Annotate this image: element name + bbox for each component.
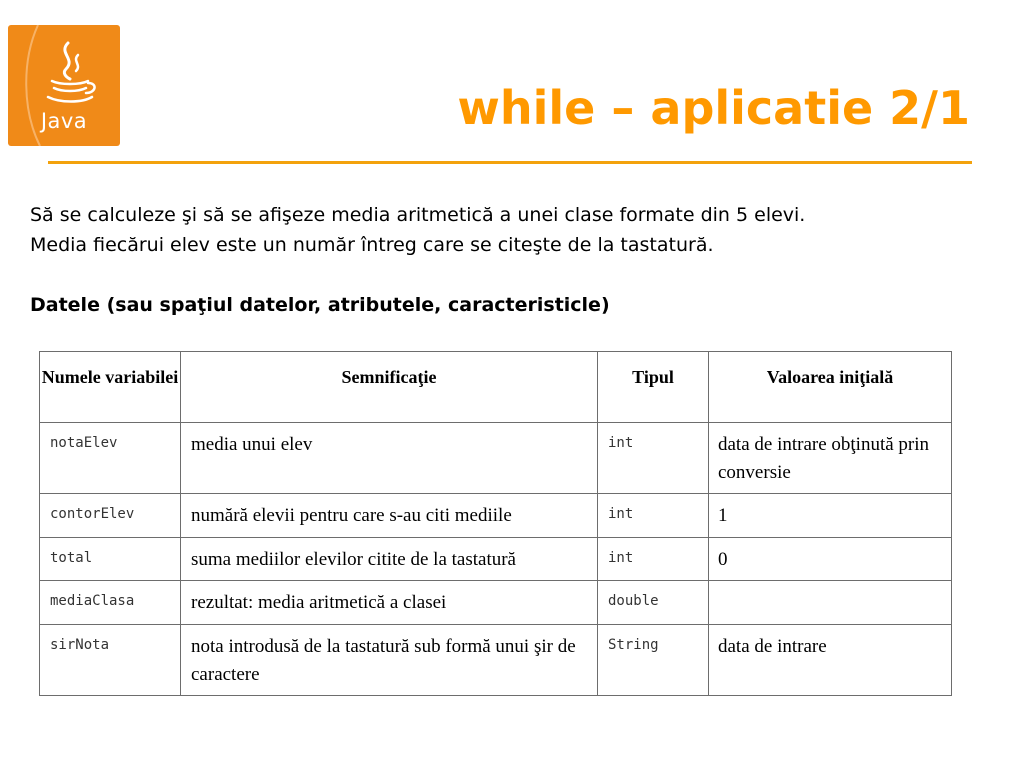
logo-text: Java bbox=[40, 109, 88, 133]
var-name: total bbox=[40, 538, 181, 581]
var-name: notaElev bbox=[40, 423, 181, 494]
var-name: contorElev bbox=[40, 494, 181, 538]
header-name: Numele variabilei bbox=[40, 352, 181, 423]
problem-statement bbox=[30, 200, 1000, 320]
section-subtitle: Datele (sau spaţiul datelor, atributele, caracteristicle) bbox=[30, 294, 610, 316]
var-name: sirNota bbox=[40, 625, 181, 696]
var-initial-value bbox=[709, 581, 952, 625]
var-type: double bbox=[598, 581, 709, 625]
table-row bbox=[40, 494, 952, 538]
var-meaning: numără elevii pentru care s-au citi mediile bbox=[181, 494, 598, 538]
var-initial-value: data de intrare obţinută prin conversie bbox=[709, 423, 952, 494]
header-meaning: Semnificaţie bbox=[181, 352, 598, 423]
table-header-row bbox=[40, 352, 952, 423]
var-meaning: rezultat: media aritmetică a clasei bbox=[181, 581, 598, 625]
var-type: int bbox=[598, 494, 709, 538]
var-name: mediaClasa bbox=[40, 581, 181, 625]
var-initial-value: data de intrare bbox=[709, 625, 952, 696]
problem-line-1: Să se calculeze şi să se afişeze media aritmetică a unei clase formate din 5 elevi. bbox=[30, 204, 806, 226]
variables-table bbox=[39, 351, 952, 696]
var-initial-value: 1 bbox=[709, 494, 952, 538]
header-initial-value: Valoarea iniţială bbox=[709, 352, 952, 423]
var-initial-value: 0 bbox=[709, 538, 952, 581]
var-type: String bbox=[598, 625, 709, 696]
table-row bbox=[40, 625, 952, 696]
title-divider bbox=[48, 161, 972, 164]
table-row bbox=[40, 581, 952, 625]
var-type: int bbox=[598, 538, 709, 581]
var-meaning: suma mediilor elevilor citite de la tastatură bbox=[181, 538, 598, 581]
page-title: while – aplicatie 2/1 bbox=[457, 81, 970, 135]
header-type: Tipul bbox=[598, 352, 709, 423]
var-meaning: media unui elev bbox=[181, 423, 598, 494]
var-type: int bbox=[598, 423, 709, 494]
table-row bbox=[40, 423, 952, 494]
table-row bbox=[40, 538, 952, 581]
var-meaning: nota introdusă de la tastatură sub formă unui şir de caractere bbox=[181, 625, 598, 696]
problem-line-2: Media fiecărui elev este un număr întreg care se citeşte de la tastatură. bbox=[30, 234, 714, 256]
java-logo bbox=[8, 25, 120, 146]
